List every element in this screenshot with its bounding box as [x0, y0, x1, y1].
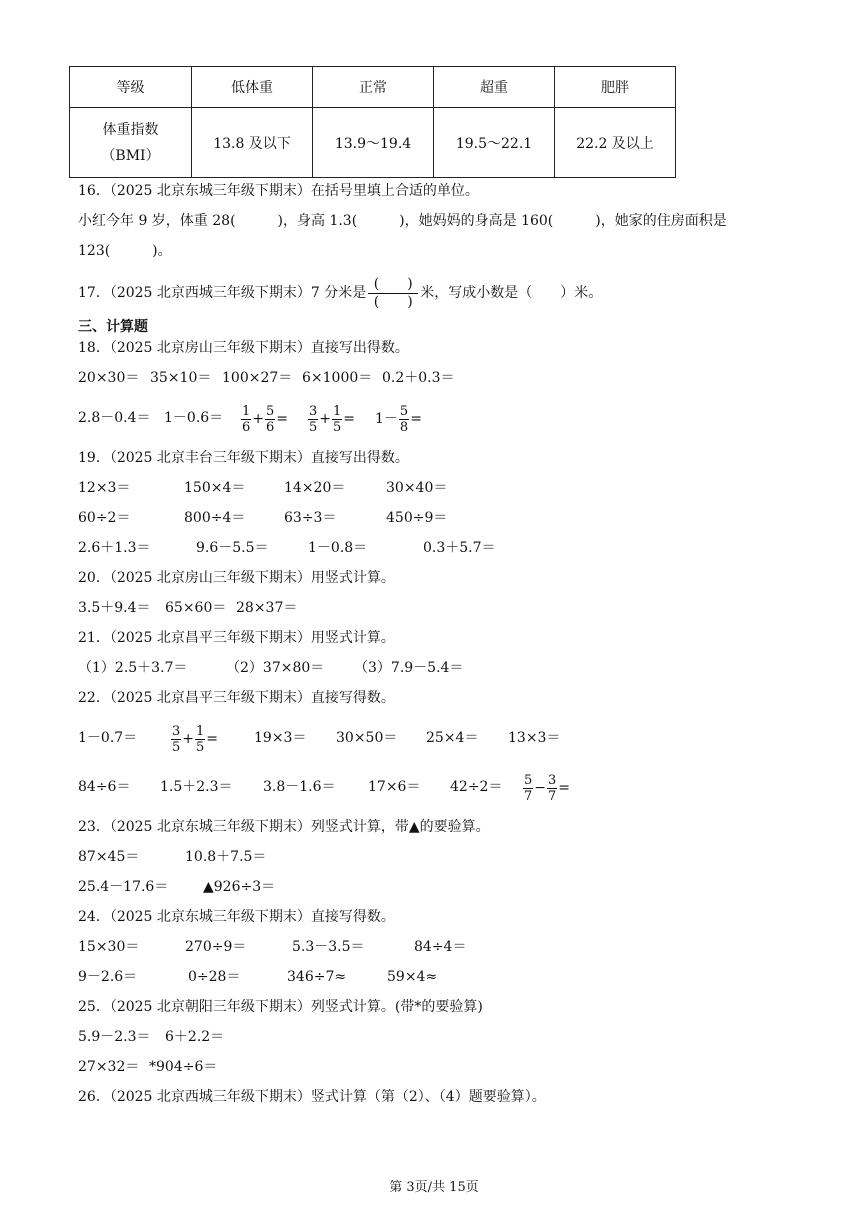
- q22-item: 13×3＝: [508, 730, 561, 746]
- q25-item: 5.9－2.3＝: [78, 1029, 151, 1045]
- q24-item: 5.3－3.5＝: [292, 939, 365, 955]
- q20-item: 65×60＝: [165, 600, 227, 616]
- q22-item: 1.5＋2.3＝: [160, 779, 233, 795]
- q24-item: 84÷4＝: [414, 939, 467, 955]
- fraction: [241, 404, 251, 435]
- whole-number: 1: [375, 411, 384, 427]
- q24-item: 9－2.6＝: [78, 969, 138, 985]
- q22-item: 1－0.7＝: [78, 730, 138, 746]
- question-20-title: 20．（2025 北京房山三年级下期末）用竖式计算。: [78, 570, 395, 586]
- fraction-expression: [240, 399, 288, 439]
- question-16-line-1: 小红今年 9 岁，体重 28( )，身高 1.3( )，她妈妈的身高是 160( )，她家的住房面积是: [78, 213, 727, 229]
- question-16-title: 16．（2025 北京东城三年级下期末）在括号里填上合适的单位。: [78, 183, 479, 199]
- fraction-expression: [307, 399, 355, 439]
- fraction: [523, 773, 533, 804]
- section-heading: 三、计算题: [78, 319, 148, 335]
- fraction: [265, 404, 275, 435]
- denominator: 7: [548, 788, 557, 804]
- numerator: 3: [548, 772, 557, 788]
- q20-item: 3.5＋9.4＝: [78, 600, 151, 616]
- q19-item: 60÷2＝: [78, 510, 131, 526]
- question-25-title: 25．（2025 北京朝阳三年级下期末）列竖式计算。(带*的要验算): [78, 999, 483, 1015]
- q22-item: 19×3＝: [254, 730, 307, 746]
- q18-item: 1－0.6＝: [164, 410, 224, 426]
- denominator: 6: [266, 419, 275, 435]
- table-row-label: [70, 108, 192, 178]
- q19-item: 30×40＝: [386, 480, 448, 496]
- fraction: [195, 724, 205, 755]
- q19-item: 12×3＝: [78, 480, 131, 496]
- row-label-line: 体重指数: [102, 121, 159, 138]
- equals-sign: =: [276, 411, 289, 427]
- q22-item: 17×6＝: [368, 779, 421, 795]
- q22-item: 30×50＝: [336, 730, 398, 746]
- numerator: 5: [266, 403, 275, 419]
- fraction: [308, 404, 318, 435]
- q18-item: 6×1000＝: [302, 370, 373, 386]
- q19-item: 1－0.8＝: [308, 540, 368, 556]
- q21-item: （3）7.9－5.4＝: [354, 660, 464, 676]
- blank-numerator: ( ): [373, 275, 413, 292]
- question-17: [78, 273, 602, 313]
- question-21-title: 21．（2025 北京昌平三年级下期末）用竖式计算。: [78, 630, 395, 646]
- numerator: 1: [333, 403, 342, 419]
- q18-item: 2.8－0.4＝: [78, 410, 151, 426]
- q19-item: 800÷4＝: [184, 510, 246, 526]
- fraction-expression: [375, 399, 422, 439]
- fraction-expression: [170, 719, 218, 759]
- q23-item: 10.8＋7.5＝: [185, 849, 267, 865]
- q25-item: 6＋2.2＝: [165, 1029, 225, 1045]
- table-header-cell: 肥胖: [555, 67, 676, 108]
- numerator: 1: [242, 403, 251, 419]
- q22-item: 84÷6＝: [78, 779, 131, 795]
- operator: +: [319, 411, 332, 427]
- q19-item: 63÷3＝: [284, 510, 337, 526]
- fraction: [171, 724, 181, 755]
- q20-item: 28×37＝: [236, 600, 298, 616]
- q19-item: 0.3＋5.7＝: [423, 540, 496, 556]
- question-18-title: 18．（2025 北京房山三年级下期末）直接写出得数。: [78, 340, 409, 356]
- numerator: 5: [524, 772, 533, 788]
- equals-sign: =: [343, 411, 356, 427]
- fraction-expression: [522, 768, 570, 808]
- q19-item: 14×20＝: [284, 480, 346, 496]
- q18-item: 35×10＝: [150, 370, 212, 386]
- table-cell: 13.9～19.4: [313, 108, 434, 178]
- bmi-table: [69, 66, 676, 178]
- blank-fraction: [368, 276, 418, 311]
- question-22-title: 22．（2025 北京昌平三年级下期末）直接写得数。: [78, 690, 395, 706]
- question-17-suffix: 米，写成小数是（ ）米。: [420, 285, 603, 301]
- q25-item: 27×32＝: [78, 1059, 140, 1075]
- q19-item: 150×4＝: [184, 480, 246, 496]
- q24-item: 59×4≈: [387, 969, 438, 985]
- q24-item: 346÷7≈: [287, 969, 347, 985]
- question-16-line-2: 123( )。: [78, 243, 172, 259]
- fraction: [399, 404, 409, 435]
- numerator: 5: [399, 403, 409, 419]
- table-header-cell: 等级: [70, 67, 192, 108]
- operator: +: [252, 411, 265, 427]
- q24-item: 15×30＝: [78, 939, 140, 955]
- equals-sign: =: [206, 731, 219, 747]
- equals-sign: =: [558, 780, 571, 796]
- q19-item: 2.6＋1.3＝: [78, 540, 151, 556]
- operator: −: [534, 780, 547, 796]
- q18-item: 0.2＋0.3＝: [382, 370, 455, 386]
- question-24-title: 24．（2025 北京东城三年级下期末）直接写得数。: [78, 909, 395, 925]
- page-footer: 第 3页/共 15页: [389, 1180, 479, 1195]
- row-label-line: （BMI）: [101, 147, 160, 164]
- question-17-prefix: 17．（2025 北京西城三年级下期末）7 分米是: [78, 285, 367, 301]
- q23-item: ▲926÷3＝: [203, 879, 276, 895]
- operator: +: [182, 731, 195, 747]
- q22-item: 3.8－1.6＝: [263, 779, 336, 795]
- q21-item: （2）37×80＝: [226, 660, 325, 676]
- q24-item: 0÷28＝: [188, 969, 241, 985]
- table-cell: 13.8 及以下: [192, 108, 313, 178]
- fraction: [547, 773, 557, 804]
- q21-item: （1）2.5＋3.7＝: [78, 660, 188, 676]
- denominator: 8: [399, 419, 409, 435]
- numerator: 3: [172, 723, 181, 739]
- blank-denominator: ( ): [373, 293, 413, 310]
- table-cell: 19.5～22.1: [434, 108, 555, 178]
- q19-item: 9.6－5.5＝: [196, 540, 269, 556]
- denominator: 5: [196, 739, 205, 755]
- denominator: 7: [524, 788, 533, 804]
- denominator: 6: [242, 419, 251, 435]
- question-23-title: 23．（2025 北京东城三年级下期末）列竖式计算，带▲的要验算。: [78, 819, 490, 835]
- numerator: 3: [309, 403, 318, 419]
- question-26-title: 26．（2025 北京西城三年级下期末）竖式计算（第（2）、（4）题要验算）。: [78, 1089, 546, 1105]
- q25-item: *904÷6＝: [149, 1059, 218, 1075]
- q22-item: 42÷2＝: [450, 779, 503, 795]
- q22-item: 25×4＝: [426, 730, 479, 746]
- operator: －: [383, 411, 398, 427]
- equals-sign: =: [410, 411, 422, 427]
- fraction: [332, 404, 342, 435]
- q23-item: 25.4－17.6＝: [78, 879, 169, 895]
- numerator: 1: [196, 723, 205, 739]
- table-header-cell: 低体重: [192, 67, 313, 108]
- q18-item: 100×27＝: [222, 370, 293, 386]
- denominator: 5: [333, 419, 342, 435]
- table-cell: 22.2 及以上: [555, 108, 676, 178]
- table-header-cell: 超重: [434, 67, 555, 108]
- table-header-cell: 正常: [313, 67, 434, 108]
- q23-item: 87×45＝: [78, 849, 140, 865]
- q19-item: 450÷9＝: [386, 510, 448, 526]
- q24-item: 270÷9＝: [185, 939, 247, 955]
- question-19-title: 19．（2025 北京丰台三年级下期末）直接写出得数。: [78, 450, 409, 466]
- denominator: 5: [172, 739, 181, 755]
- q18-item: 20×30＝: [78, 370, 140, 386]
- denominator: 5: [309, 419, 318, 435]
